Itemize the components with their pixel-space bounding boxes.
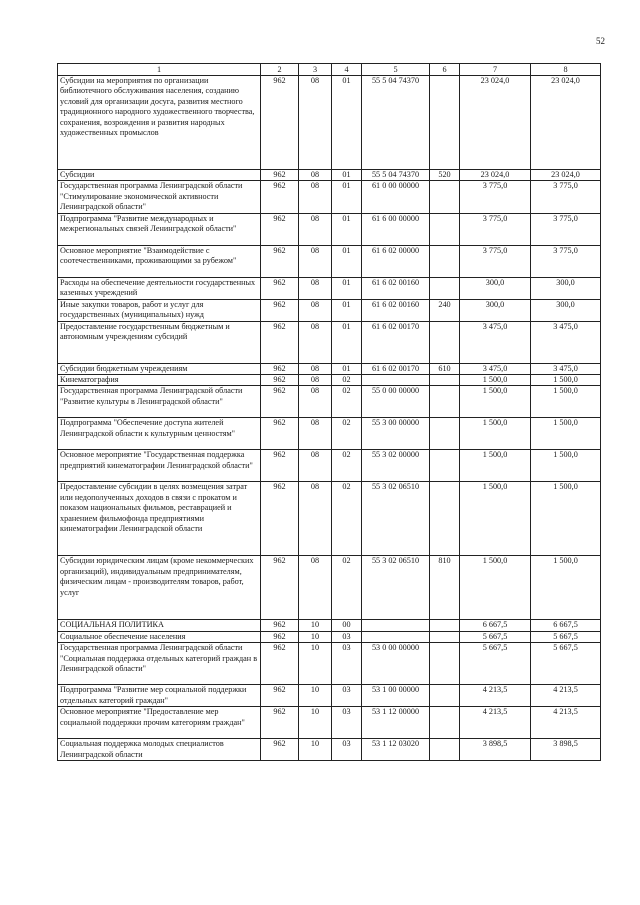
row-cell-4: 01 bbox=[332, 321, 362, 363]
row-name-cell: Подпрограмма "Развитие мер социальной поддержки отдельных категорий граждан" bbox=[58, 685, 261, 707]
row-cell-2: 962 bbox=[261, 556, 299, 620]
row-cell-5: 53 1 12 00000 bbox=[362, 707, 430, 739]
table-row bbox=[58, 277, 601, 299]
row-cell-5: 61 6 02 00170 bbox=[362, 363, 430, 374]
row-name-cell: Социальное обеспечение населения bbox=[58, 631, 261, 642]
row-cell-6 bbox=[430, 181, 460, 213]
row-cell-3: 10 bbox=[299, 707, 332, 739]
row-cell-7: 1 500,0 bbox=[460, 418, 531, 450]
table-row bbox=[58, 482, 601, 556]
header-col-5: 5 bbox=[362, 64, 430, 76]
header-col-7: 7 bbox=[460, 64, 531, 76]
row-cell-6 bbox=[430, 213, 460, 245]
row-cell-7: 1 500,0 bbox=[460, 386, 531, 418]
row-name-cell: Субсидии юридическим лицам (кроме некоммерческих организаций), индивидуальным предпринимателям, физическим лицам - производителям товаров, работ, услуг bbox=[58, 556, 261, 620]
row-cell-2: 962 bbox=[261, 277, 299, 299]
header-col-6: 6 bbox=[430, 64, 460, 76]
table-row bbox=[58, 450, 601, 482]
row-cell-2: 962 bbox=[261, 76, 299, 170]
row-cell-5: 53 0 00 00000 bbox=[362, 643, 430, 685]
row-name-cell: СОЦИАЛЬНАЯ ПОЛИТИКА bbox=[58, 620, 261, 631]
row-cell-5: 61 6 02 00000 bbox=[362, 245, 430, 277]
row-cell-3: 08 bbox=[299, 321, 332, 363]
row-cell-3: 08 bbox=[299, 76, 332, 170]
row-cell-5: 55 0 00 00000 bbox=[362, 386, 430, 418]
row-cell-5: 55 5 04 74370 bbox=[362, 76, 430, 170]
row-cell-4: 02 bbox=[332, 375, 362, 386]
row-cell-7: 1 500,0 bbox=[460, 556, 531, 620]
row-name-cell: Государственная программа Ленинградской области "Социальная поддержка отдельных категорий граждан в Ленинградской области" bbox=[58, 643, 261, 685]
row-cell-6 bbox=[430, 620, 460, 631]
header-row bbox=[58, 64, 601, 76]
row-name-cell: Субсидии на мероприятия по организации библиотечного обслуживания населения, созданию условий для организации досуга, развития местного традиционного народного художественного творчества, сохранения, возрождения и развития народных художественных промыслов bbox=[58, 76, 261, 170]
row-cell-7: 3 898,5 bbox=[460, 739, 531, 761]
row-cell-7: 3 475,0 bbox=[460, 363, 531, 374]
row-cell-3: 08 bbox=[299, 245, 332, 277]
row-cell-2: 962 bbox=[261, 181, 299, 213]
row-cell-4: 01 bbox=[332, 363, 362, 374]
row-cell-8: 23 024,0 bbox=[531, 76, 601, 170]
row-cell-3: 08 bbox=[299, 386, 332, 418]
row-cell-2: 962 bbox=[261, 299, 299, 321]
row-cell-8: 1 500,0 bbox=[531, 556, 601, 620]
row-cell-6 bbox=[430, 450, 460, 482]
row-cell-2: 962 bbox=[261, 363, 299, 374]
row-cell-6 bbox=[430, 76, 460, 170]
row-cell-6 bbox=[430, 707, 460, 739]
page-number: 52 bbox=[596, 36, 605, 46]
row-cell-4: 01 bbox=[332, 277, 362, 299]
row-cell-4: 02 bbox=[332, 450, 362, 482]
row-cell-3: 10 bbox=[299, 685, 332, 707]
row-cell-3: 08 bbox=[299, 213, 332, 245]
row-cell-6: 240 bbox=[430, 299, 460, 321]
table-row bbox=[58, 556, 601, 620]
row-cell-4: 02 bbox=[332, 418, 362, 450]
row-cell-5: 55 3 02 06510 bbox=[362, 482, 430, 556]
row-cell-6 bbox=[430, 418, 460, 450]
header-col-4: 4 bbox=[332, 64, 362, 76]
row-cell-8: 1 500,0 bbox=[531, 386, 601, 418]
row-cell-7: 4 213,5 bbox=[460, 685, 531, 707]
table-row bbox=[58, 707, 601, 739]
row-cell-3: 08 bbox=[299, 482, 332, 556]
row-cell-6 bbox=[430, 245, 460, 277]
row-cell-7: 1 500,0 bbox=[460, 450, 531, 482]
table-row bbox=[58, 245, 601, 277]
row-cell-3: 08 bbox=[299, 450, 332, 482]
row-cell-7: 3 775,0 bbox=[460, 245, 531, 277]
row-name-cell: Иные закупки товаров, работ и услуг для государственных (муниципальных) нужд bbox=[58, 299, 261, 321]
row-cell-6: 610 bbox=[430, 363, 460, 374]
row-cell-7: 1 500,0 bbox=[460, 482, 531, 556]
row-cell-6 bbox=[430, 482, 460, 556]
row-cell-4: 03 bbox=[332, 685, 362, 707]
row-cell-3: 10 bbox=[299, 643, 332, 685]
row-cell-3: 08 bbox=[299, 418, 332, 450]
row-cell-6: 810 bbox=[430, 556, 460, 620]
row-name-cell: Подпрограмма "Развитие международных и межрегиональных связей Ленинградской области" bbox=[58, 213, 261, 245]
row-cell-8: 1 500,0 bbox=[531, 418, 601, 450]
row-name-cell: Основное мероприятие "Государственная поддержка предприятий кинематографии Ленинградской области" bbox=[58, 450, 261, 482]
row-cell-8: 3 475,0 bbox=[531, 363, 601, 374]
row-cell-7: 5 667,5 bbox=[460, 643, 531, 685]
table-row bbox=[58, 685, 601, 707]
row-cell-2: 962 bbox=[261, 739, 299, 761]
row-cell-2: 962 bbox=[261, 386, 299, 418]
row-cell-7: 5 667,5 bbox=[460, 631, 531, 642]
row-cell-6 bbox=[430, 631, 460, 642]
row-cell-5: 61 6 00 00000 bbox=[362, 213, 430, 245]
row-name-cell: Субсидии bbox=[58, 170, 261, 181]
row-cell-7: 23 024,0 bbox=[460, 170, 531, 181]
row-cell-2: 962 bbox=[261, 418, 299, 450]
row-cell-5 bbox=[362, 375, 430, 386]
row-cell-3: 08 bbox=[299, 556, 332, 620]
row-name-cell: Предоставление государственным бюджетным и автономным учреждениям субсидий bbox=[58, 321, 261, 363]
row-name-cell: Предоставление субсидии в целях возмещения затрат или недополученных доходов в связи с прокатом и показом национальных фильмов, реставрацией и хранением фильмофонда предприятиями кинематографии Ленинградской области bbox=[58, 482, 261, 556]
row-cell-2: 962 bbox=[261, 620, 299, 631]
row-cell-4: 02 bbox=[332, 556, 362, 620]
row-cell-8: 1 500,0 bbox=[531, 375, 601, 386]
table-row bbox=[58, 170, 601, 181]
row-cell-8: 3 775,0 bbox=[531, 181, 601, 213]
row-cell-7: 3 475,0 bbox=[460, 321, 531, 363]
table-row bbox=[58, 213, 601, 245]
row-name-cell: Подпрограмма "Обеспечение доступа жителей Ленинградской области к культурным ценностям" bbox=[58, 418, 261, 450]
row-cell-3: 10 bbox=[299, 620, 332, 631]
row-cell-5: 53 1 00 00000 bbox=[362, 685, 430, 707]
row-cell-8: 300,0 bbox=[531, 299, 601, 321]
row-cell-8: 3 775,0 bbox=[531, 213, 601, 245]
row-cell-6 bbox=[430, 386, 460, 418]
row-cell-7: 23 024,0 bbox=[460, 76, 531, 170]
row-cell-2: 962 bbox=[261, 707, 299, 739]
row-cell-4: 01 bbox=[332, 181, 362, 213]
row-cell-6 bbox=[430, 685, 460, 707]
row-name-cell: Основное мероприятие "Предоставление мер социальной поддержки прочим категориям граждан" bbox=[58, 707, 261, 739]
row-cell-8: 3 775,0 bbox=[531, 245, 601, 277]
row-cell-3: 08 bbox=[299, 299, 332, 321]
row-cell-2: 962 bbox=[261, 170, 299, 181]
table-row bbox=[58, 76, 601, 170]
row-cell-6: 520 bbox=[430, 170, 460, 181]
table-row bbox=[58, 375, 601, 386]
row-cell-4: 03 bbox=[332, 707, 362, 739]
table-row bbox=[58, 739, 601, 761]
row-cell-8: 1 500,0 bbox=[531, 450, 601, 482]
row-cell-4: 02 bbox=[332, 482, 362, 556]
header-col-2: 2 bbox=[261, 64, 299, 76]
row-cell-3: 10 bbox=[299, 631, 332, 642]
row-cell-7: 4 213,5 bbox=[460, 707, 531, 739]
row-name-cell: Государственная программа Ленинградской области "Стимулирование экономической активности Ленинградской области" bbox=[58, 181, 261, 213]
row-cell-2: 962 bbox=[261, 685, 299, 707]
row-cell-5: 61 6 02 00160 bbox=[362, 277, 430, 299]
row-cell-6 bbox=[430, 739, 460, 761]
row-cell-2: 962 bbox=[261, 643, 299, 685]
row-cell-3: 08 bbox=[299, 277, 332, 299]
row-cell-8: 3 475,0 bbox=[531, 321, 601, 363]
row-cell-4: 03 bbox=[332, 739, 362, 761]
row-cell-8: 23 024,0 bbox=[531, 170, 601, 181]
row-cell-8: 4 213,5 bbox=[531, 707, 601, 739]
row-cell-8: 3 898,5 bbox=[531, 739, 601, 761]
table-row bbox=[58, 620, 601, 631]
table-row bbox=[58, 321, 601, 363]
row-cell-8: 6 667,5 bbox=[531, 620, 601, 631]
row-cell-7: 3 775,0 bbox=[460, 213, 531, 245]
row-cell-4: 03 bbox=[332, 631, 362, 642]
header-col-3: 3 bbox=[299, 64, 332, 76]
row-cell-2: 962 bbox=[261, 482, 299, 556]
table-row bbox=[58, 386, 601, 418]
row-cell-4: 01 bbox=[332, 76, 362, 170]
row-cell-4: 01 bbox=[332, 245, 362, 277]
row-cell-3: 08 bbox=[299, 181, 332, 213]
row-cell-5: 53 1 12 03020 bbox=[362, 739, 430, 761]
table-row bbox=[58, 363, 601, 374]
row-cell-2: 962 bbox=[261, 321, 299, 363]
row-cell-2: 962 bbox=[261, 245, 299, 277]
row-cell-4: 01 bbox=[332, 299, 362, 321]
row-cell-5: 55 3 00 00000 bbox=[362, 418, 430, 450]
row-cell-3: 08 bbox=[299, 170, 332, 181]
row-cell-5 bbox=[362, 631, 430, 642]
row-cell-7: 1 500,0 bbox=[460, 375, 531, 386]
row-cell-4: 03 bbox=[332, 643, 362, 685]
row-cell-3: 08 bbox=[299, 375, 332, 386]
header-col-1: 1 bbox=[58, 64, 261, 76]
row-cell-4: 00 bbox=[332, 620, 362, 631]
row-name-cell: Социальная поддержка молодых специалистов Ленинградской области bbox=[58, 739, 261, 761]
row-cell-6 bbox=[430, 375, 460, 386]
row-cell-5 bbox=[362, 620, 430, 631]
row-cell-4: 01 bbox=[332, 170, 362, 181]
row-cell-4: 01 bbox=[332, 213, 362, 245]
row-cell-2: 962 bbox=[261, 213, 299, 245]
row-name-cell: Субсидии бюджетным учреждениям bbox=[58, 363, 261, 374]
row-cell-2: 962 bbox=[261, 450, 299, 482]
row-name-cell: Кинематография bbox=[58, 375, 261, 386]
header-col-8: 8 bbox=[531, 64, 601, 76]
row-cell-4: 02 bbox=[332, 386, 362, 418]
table-row bbox=[58, 418, 601, 450]
budget-table bbox=[57, 63, 601, 761]
table-row bbox=[58, 631, 601, 642]
table-row bbox=[58, 181, 601, 213]
row-cell-8: 300,0 bbox=[531, 277, 601, 299]
row-cell-6 bbox=[430, 643, 460, 685]
row-cell-8: 4 213,5 bbox=[531, 685, 601, 707]
row-cell-7: 6 667,5 bbox=[460, 620, 531, 631]
row-name-cell: Основное мероприятие "Взаимодействие с соотечественниками, проживающими за рубежом" bbox=[58, 245, 261, 277]
row-cell-5: 55 3 02 06510 bbox=[362, 556, 430, 620]
row-cell-7: 300,0 bbox=[460, 277, 531, 299]
row-cell-6 bbox=[430, 277, 460, 299]
row-cell-3: 10 bbox=[299, 739, 332, 761]
table-row bbox=[58, 643, 601, 685]
row-cell-5: 55 5 04 74370 bbox=[362, 170, 430, 181]
row-cell-5: 61 6 02 00160 bbox=[362, 299, 430, 321]
row-cell-6 bbox=[430, 321, 460, 363]
row-name-cell: Расходы на обеспечение деятельности государственных казенных учреждений bbox=[58, 277, 261, 299]
row-cell-2: 962 bbox=[261, 631, 299, 642]
row-cell-5: 61 0 00 00000 bbox=[362, 181, 430, 213]
table-row bbox=[58, 299, 601, 321]
row-cell-8: 5 667,5 bbox=[531, 631, 601, 642]
row-cell-3: 08 bbox=[299, 363, 332, 374]
row-cell-8: 5 667,5 bbox=[531, 643, 601, 685]
row-cell-2: 962 bbox=[261, 375, 299, 386]
row-name-cell: Государственная программа Ленинградской области "Развитие культуры в Ленинградской области" bbox=[58, 386, 261, 418]
row-cell-7: 3 775,0 bbox=[460, 181, 531, 213]
row-cell-7: 300,0 bbox=[460, 299, 531, 321]
row-cell-8: 1 500,0 bbox=[531, 482, 601, 556]
row-cell-5: 55 3 02 00000 bbox=[362, 450, 430, 482]
row-cell-5: 61 6 02 00170 bbox=[362, 321, 430, 363]
